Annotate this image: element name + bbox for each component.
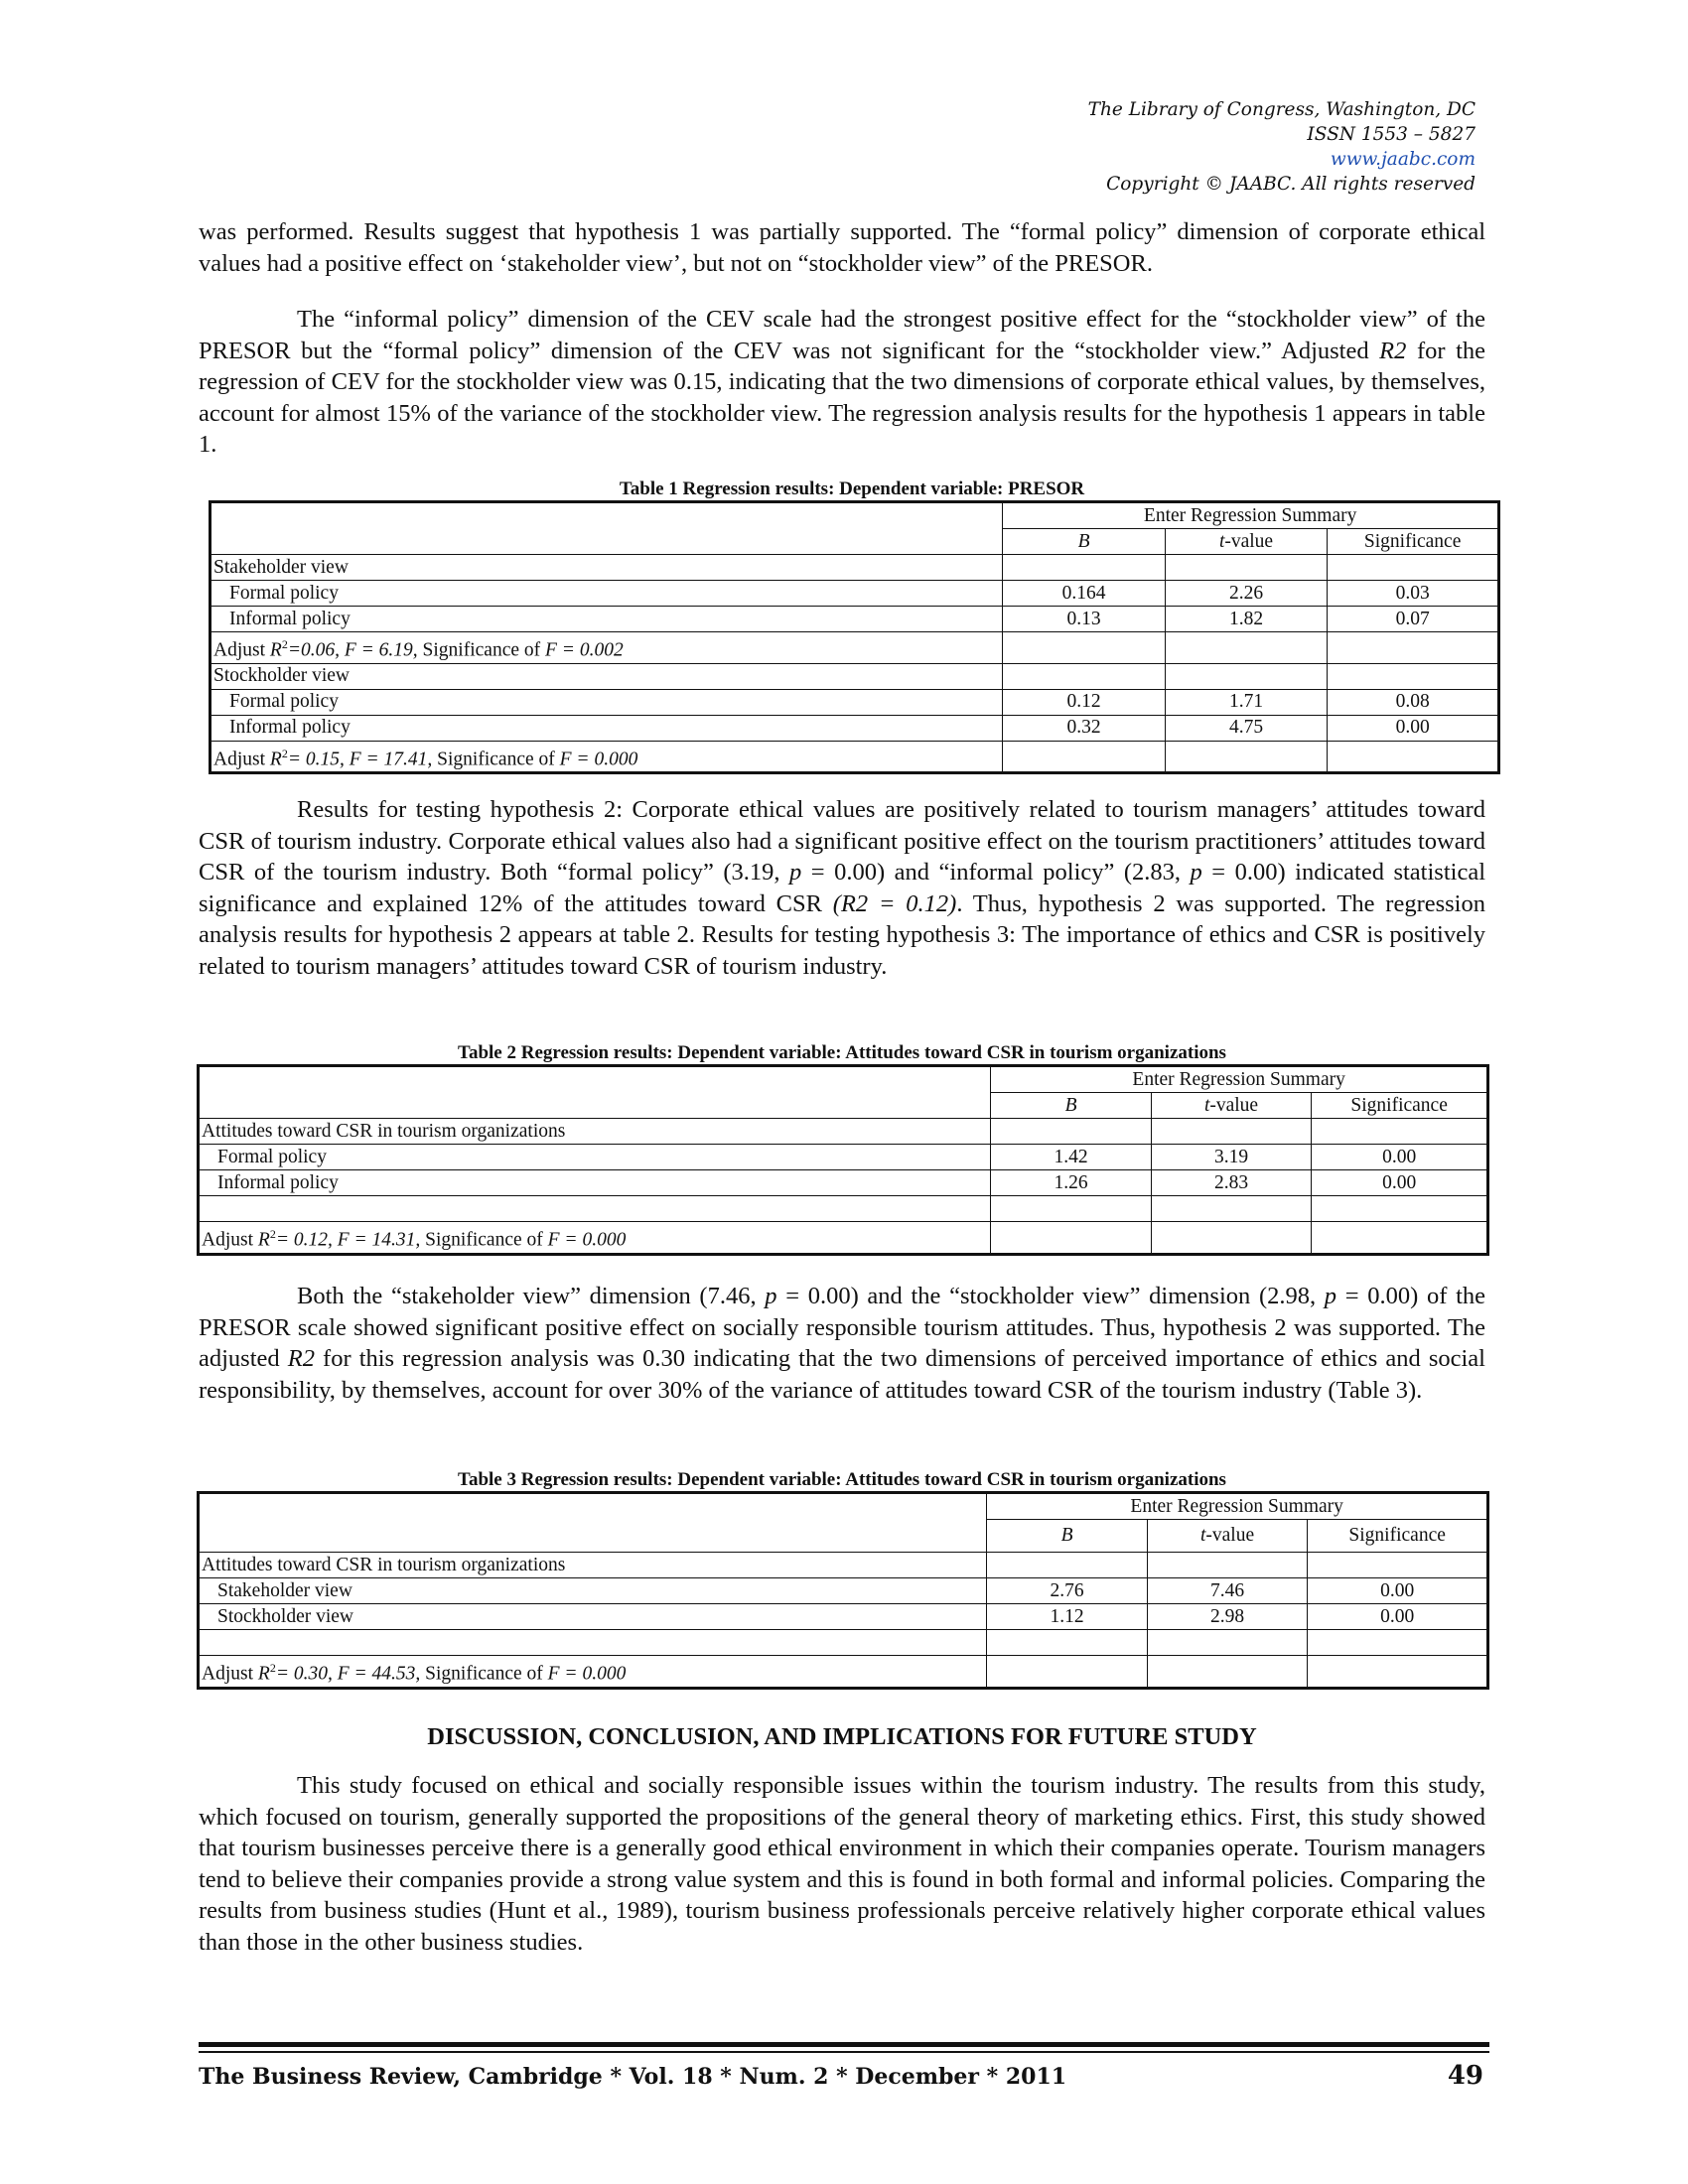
table-row: [199, 1656, 1488, 1689]
cell-t: 2.83: [1151, 1170, 1312, 1196]
cell-b: 0.13: [1003, 607, 1165, 632]
table-row: [211, 607, 1499, 632]
cell-sig: 0.03: [1328, 581, 1499, 607]
paragraph-1: was performed. Results suggest that hypothesis 1 was partially supported. The “formal policy” dimension of corporate ethical values had a positive effect on ‘stakeholder view’, but not on “stockholder view” of the PRESOR.: [199, 218, 1485, 277]
table-3-group: Attitudes toward CSR in tourism organizations: [199, 1553, 987, 1578]
table-2-summary-header: Enter Regression Summary: [991, 1066, 1488, 1093]
row-label: Formal policy: [199, 1145, 991, 1170]
table-2-caption: Table 2 Regression results: Dependent variable: Attitudes toward CSR in tourism organizations: [458, 1042, 1226, 1063]
table-1-header-row: [211, 502, 1499, 529]
footer-rule-thin: [199, 2051, 1489, 2053]
row-label: Informal policy: [211, 607, 1003, 632]
cell-sig: 0.08: [1328, 689, 1499, 715]
table-2-header-row: [199, 1066, 1488, 1093]
cell-t: 3.19: [1151, 1145, 1312, 1170]
cell-t: 7.46: [1147, 1578, 1308, 1604]
cell-t: 4.75: [1165, 715, 1328, 741]
row-label: Formal policy: [211, 689, 1003, 715]
table-row: [199, 1119, 1488, 1145]
cell-sig: 0.00: [1312, 1170, 1488, 1196]
table-row-empty: [199, 1630, 1488, 1656]
table-row: [211, 632, 1499, 664]
paragraph-4: Both the “stakeholder view” dimension (7.46, p = 0.00) and the “stockholder view” dimension (2.98, p = 0.00) of the PRESOR scale showed significant positive effect on socially responsible tourism attitudes. Thus, hypothesis 2 was supported. The adjusted R2 for this regression analysis was 0.30 indicating that the two dimensions of perceived importance of ethics and social responsibility, by themselves, account for over 30% of the variance of attitudes toward CSR of the tourism industry (Table 3).: [199, 1283, 1485, 1404]
table-row: [199, 1578, 1488, 1604]
cell-b: 0.32: [1003, 715, 1165, 741]
table-2-adjusted-r2: Adjust $R^2= 0.12$, F = 14.31, Significance of F = 0.000: [199, 1222, 991, 1255]
table-3-col-t: t-value: [1147, 1520, 1308, 1553]
table-1-col-b: B: [1003, 529, 1165, 555]
table-row: [211, 689, 1499, 715]
cell-b: 0.12: [1003, 689, 1165, 715]
row-label: Stockholder view: [199, 1604, 987, 1630]
table-row: [199, 1553, 1488, 1578]
table-1-caption: Table 1 Regression results: Dependent variable: PRESOR: [619, 478, 1085, 499]
cell-t: 2.26: [1165, 581, 1328, 607]
table-3-caption: Table 3 Regression results: Dependent variable: Attitudes toward CSR in tourism organizations: [458, 1469, 1226, 1490]
table-row: [199, 1170, 1488, 1196]
footer-rule-thick: [199, 2042, 1489, 2047]
table-row: [211, 715, 1499, 741]
cell-sig: 0.00: [1328, 715, 1499, 741]
table-3-empty-header: [199, 1493, 987, 1553]
cell-b: 2.76: [987, 1578, 1147, 1604]
table-row: [211, 741, 1499, 773]
cell-t: 2.98: [1147, 1604, 1308, 1630]
row-label: Stakeholder view: [199, 1578, 987, 1604]
cell-b: 1.42: [991, 1145, 1151, 1170]
table-2-group: Attitudes toward CSR in tourism organizations: [199, 1119, 991, 1145]
header-copyright: Copyright © JAABC. All rights reserved: [1106, 174, 1476, 195]
cell-b: 1.12: [987, 1604, 1147, 1630]
table-1-adjusted-r2-stakeholder: Adjust $R^2=0.06$, F = 6.19, Significance of F = 0.002: [211, 632, 1003, 664]
table-row: [211, 581, 1499, 607]
header-issn: ISSN 1553 – 5827: [1307, 124, 1476, 145]
table-3-col-b: B: [987, 1520, 1147, 1553]
cell-b: 0.164: [1003, 581, 1165, 607]
table-1-col-sig: Significance: [1328, 529, 1499, 555]
row-label: Informal policy: [199, 1170, 991, 1196]
cell-sig: 0.07: [1328, 607, 1499, 632]
paragraph-2: The “informal policy” dimension of the CEV scale had the strongest positive effect for the “stockholder view” of the PRESOR but the “formal policy” dimension of the CEV was not significant for the “stockholder view.” Adjusted R2 for the regression of CEV for the stockholder view was 0.15, indicating that the two dimensions of corporate ethical values, by themselves, account for almost 15% of the variance of the stockholder view. The regression analysis results for the hypothesis 1 appears in table 1.: [199, 306, 1485, 458]
journal-header: [1088, 97, 1476, 197]
table-1-group-stockholder: Stockholder view: [211, 663, 1003, 689]
table-1-summary-header: Enter Regression Summary: [1003, 502, 1499, 529]
header-website-link[interactable]: www.jaabc.com: [1330, 149, 1476, 170]
table-3-col-sig: Significance: [1308, 1520, 1488, 1553]
paragraph-5: This study focused on ethical and socially responsible issues within the tourism industry. The results from this study, which focused on tourism, generally supported the propositions of the general theory of marketing ethics. First, this study showed that tourism businesses perceive there is a generally good ethical environment in which their companies operate. Tourism managers tend to believe their companies provide a strong value system and this is found in both formal and informal policies. Comparing the results from business studies (Hunt et al., 1989), tourism business professionals perceive relatively higher corporate ethical values than those in the other business studies.: [199, 1772, 1485, 1956]
header-library: The Library of Congress, Washington, DC: [1087, 99, 1476, 120]
table-1: [209, 500, 1500, 774]
table-2-empty-header: [199, 1066, 991, 1119]
table-3-adjusted-r2: Adjust $R^2= 0.30$, F = 44.53, Significance of F = 0.000: [199, 1656, 987, 1689]
section-title: DISCUSSION, CONCLUSION, AND IMPLICATIONS FOR FUTURE STUDY: [427, 1723, 1257, 1750]
cell-t: 1.82: [1165, 607, 1328, 632]
table-2-col-t: t-value: [1151, 1093, 1312, 1119]
table-3-header-row: [199, 1493, 1488, 1520]
cell-sig: 0.00: [1312, 1145, 1488, 1170]
table-row: [211, 663, 1499, 689]
cell-b: 1.26: [991, 1170, 1151, 1196]
table-1-group-stakeholder: Stakeholder view: [211, 555, 1003, 581]
table-row: [199, 1604, 1488, 1630]
table-row-empty: [199, 1196, 1488, 1222]
table-row: [211, 555, 1499, 581]
row-label: Formal policy: [211, 581, 1003, 607]
table-2: [197, 1064, 1489, 1256]
table-3-summary-header: Enter Regression Summary: [987, 1493, 1488, 1520]
table-1-col-t: t-value: [1165, 529, 1328, 555]
table-row: [199, 1145, 1488, 1170]
paragraph-3: Results for testing hypothesis 2: Corporate ethical values are positively related to tourism managers’ attitudes toward CSR of tourism industry. Corporate ethical values also had a significant positive effect on the tourism practitioners’ attitudes toward CSR of the tourism industry. Both “formal policy” (3.19, p = 0.00) and “informal policy” (2.83, p = 0.00) indicated statistical significance and explained 12% of the attitudes toward CSR (R2 = 0.12). Thus, hypothesis 2 was supported. The regression analysis results for hypothesis 2 appears at table 2. Results for testing hypothesis 3: The importance of ethics and CSR is positively related to tourism managers’ attitudes toward CSR of tourism industry.: [199, 796, 1485, 980]
table-2-col-b: B: [991, 1093, 1151, 1119]
row-label: Informal policy: [211, 715, 1003, 741]
cell-sig: 0.00: [1308, 1604, 1488, 1630]
table-row: [199, 1222, 1488, 1255]
cell-t: 1.71: [1165, 689, 1328, 715]
table-1-empty-header: [211, 502, 1003, 555]
table-1-adjusted-r2-stockholder: Adjust $R^2= 0.15$, F = 17.41, Significance of F = 0.000: [211, 741, 1003, 773]
table-2-col-sig: Significance: [1312, 1093, 1488, 1119]
page-number: 49: [1447, 2061, 1483, 2091]
table-3: [197, 1491, 1489, 1690]
footer-journal: The Business Review, Cambridge * Vol. 18 * Num. 2 * December * 2011: [199, 2064, 1067, 2090]
cell-sig: 0.00: [1308, 1578, 1488, 1604]
